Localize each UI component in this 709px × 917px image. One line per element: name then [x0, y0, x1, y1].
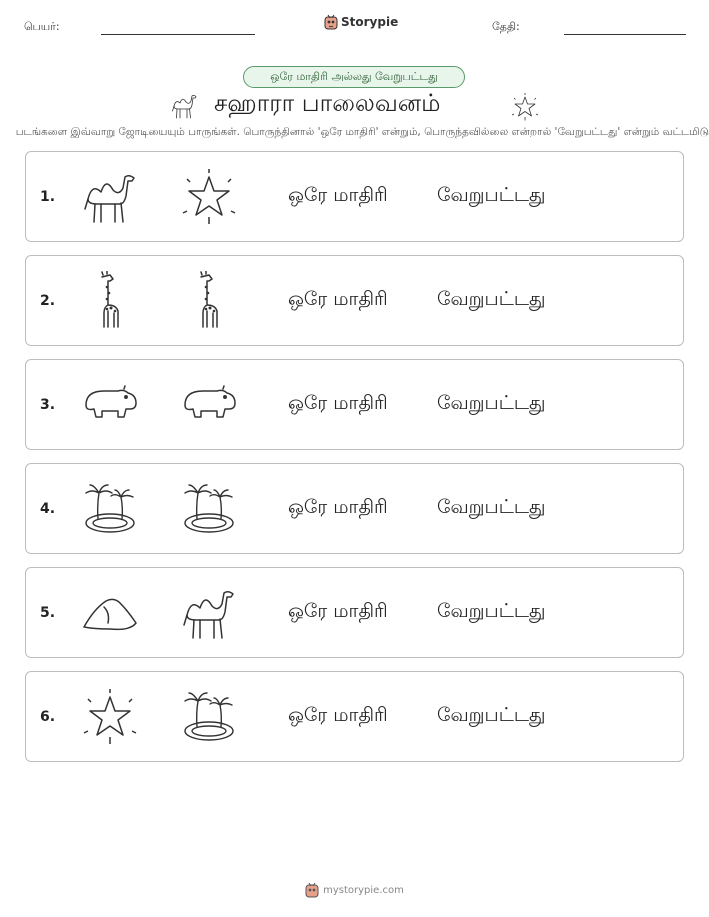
hippo-icon [80, 375, 140, 435]
comparison-row [25, 671, 684, 762]
star-icon [179, 167, 239, 227]
row-number: 5. [40, 605, 56, 621]
row-number: 6. [40, 709, 56, 725]
option-different[interactable]: வேறுபட்டது [437, 704, 546, 726]
instructions [0, 126, 709, 142]
option-same[interactable]: ஒரே மாதிரி [288, 392, 388, 414]
option-different[interactable]: வேறுபட்டது [437, 496, 546, 518]
storypie-mascot-icon [324, 14, 338, 30]
page-title: சஹாரா பாலைவனம் [214, 89, 441, 117]
camel-icon [179, 583, 239, 643]
sand-dune-icon [80, 583, 140, 643]
row-number: 4. [40, 501, 56, 517]
comparison-row [25, 463, 684, 554]
worksheet-type-badge: ஒரே மாதிரி அல்லது வேறுபட்டது [243, 66, 465, 88]
camel-icon [167, 91, 201, 125]
row-number: 2. [40, 293, 56, 309]
hippo-icon [179, 375, 239, 435]
brand-name: Storypie [341, 15, 399, 29]
title-row [0, 89, 709, 123]
option-same[interactable]: ஒரே மாதிரி [288, 496, 388, 518]
option-different[interactable]: வேறுபட்டது [437, 288, 546, 310]
oasis-icon [179, 687, 239, 747]
comparison-row [25, 359, 684, 450]
option-same[interactable]: ஒரே மாதிரி [288, 184, 388, 206]
option-different[interactable]: வேறுபட்டது [437, 392, 546, 414]
row-number: 1. [40, 189, 56, 205]
option-same[interactable]: ஒரே மாதிரி [288, 704, 388, 726]
star-icon [510, 92, 540, 126]
name-label: பெயர்: [24, 20, 60, 33]
storypie-mascot-icon [305, 882, 319, 898]
worksheet-header [0, 14, 709, 38]
star-icon [80, 687, 140, 747]
giraffe-icon [80, 271, 140, 331]
date-label: தேதி: [492, 20, 520, 33]
option-same[interactable]: ஒரே மாதிரி [288, 288, 388, 310]
name-line[interactable] [101, 34, 255, 35]
comparison-row [25, 255, 684, 346]
brand-logo [324, 14, 398, 30]
oasis-icon [179, 479, 239, 539]
camel-icon [80, 167, 140, 227]
row-number: 3. [40, 397, 56, 413]
option-different[interactable]: வேறுபட்டது [437, 600, 546, 622]
footer-url: mystorypie.com [323, 884, 404, 896]
oasis-icon [80, 479, 140, 539]
instructions-text: படங்களை இவ்வாறு ஜோடியையும் பாருங்கள். பொருந்தினால் 'ஒரே மாதிரி' என்றும், பொருந்தவில்லை என்றால் 'வேறுபட்டது' என்றும் வட்டமிடு [15, 126, 709, 138]
option-same[interactable]: ஒரே மாதிரி [288, 600, 388, 622]
date-line[interactable] [564, 34, 686, 35]
giraffe-icon [179, 271, 239, 331]
footer [0, 880, 709, 900]
comparison-row [25, 567, 684, 658]
option-different[interactable]: வேறுபட்டது [437, 184, 546, 206]
comparison-row [25, 151, 684, 242]
